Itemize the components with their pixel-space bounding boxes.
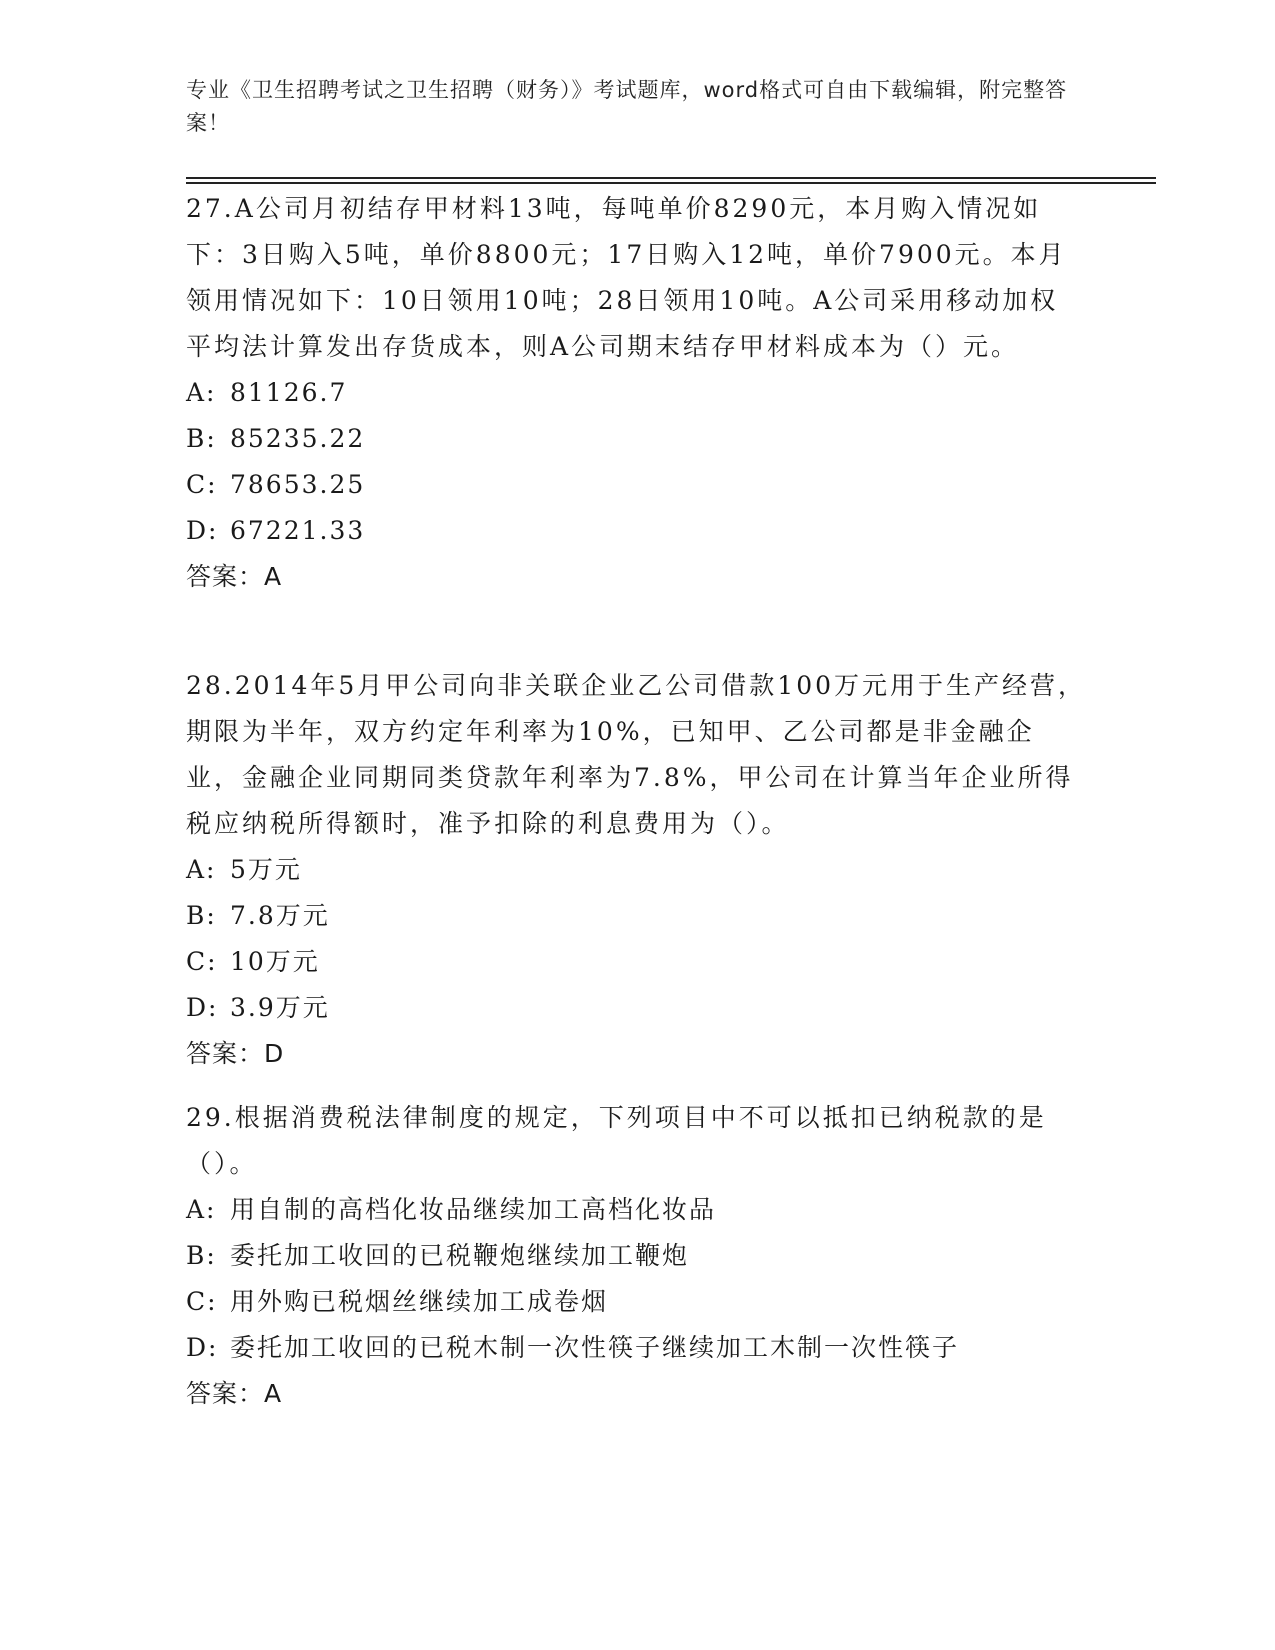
option-c <box>186 1279 1086 1325</box>
option-d <box>186 508 1086 554</box>
option-b <box>186 893 1086 939</box>
option-text: 67221.33 <box>230 516 366 545</box>
option-key: B: <box>186 1241 217 1270</box>
option-key: D: <box>186 1333 219 1362</box>
option-key: C: <box>186 1287 218 1316</box>
option-b <box>186 416 1086 462</box>
option-key: C: <box>186 470 218 499</box>
option-a <box>186 1187 1086 1233</box>
option-text: 10万元 <box>230 947 320 976</box>
question-stem: 28.2014年5月甲公司向非关联企业乙公司借款100万元用于生产经营，期限为半年，双方约定年利率为10%，已知甲、乙公司都是非金融企业，金融企业同期同类贷款年利率为7.8%，甲公司在计算当年企业所得税应纳税所得额时，准予扣除的利息费用为（）。 <box>186 671 1087 838</box>
option-key: C: <box>186 947 218 976</box>
option-key: D: <box>186 993 219 1022</box>
option-b <box>186 1233 1086 1279</box>
option-a <box>186 847 1086 893</box>
option-text: 用外购已税烟丝继续加工成卷烟 <box>230 1287 609 1316</box>
option-key: D: <box>186 516 219 545</box>
header-rule-top <box>186 177 1156 179</box>
option-d <box>186 1325 1086 1371</box>
question-stem: 27.A公司月初结存甲材料13吨，每吨单价8290元，本月购入情况如下：3日购入5吨，单价8800元；17日购入12吨，单价7900元。本月领用情况如下：10日领用10吨；28日领用10吨。A公司采用移动加权平均法计算发出存货成本，则A公司期末结存甲材料成本为（）元。 <box>186 194 1067 361</box>
answer: 答案：A <box>186 562 283 591</box>
option-key: A: <box>186 1195 217 1224</box>
option-key: A: <box>186 378 217 407</box>
question-stem: 29.根据消费税法律制度的规定，下列项目中不可以抵扣已纳税款的是（）。 <box>186 1103 1047 1178</box>
option-key: B: <box>186 424 217 453</box>
option-text: 78653.25 <box>230 470 366 499</box>
header-rule-bottom <box>186 182 1156 184</box>
option-text: 用自制的高档化妆品继续加工高档化妆品 <box>230 1195 717 1224</box>
option-c <box>186 939 1086 985</box>
option-a <box>186 370 1086 416</box>
option-d <box>186 985 1086 1031</box>
option-key: A: <box>186 855 217 884</box>
option-text: 委托加工收回的已税木制一次性筷子继续加工木制一次性筷子 <box>230 1333 960 1362</box>
option-text: 委托加工收回的已税鞭炮继续加工鞭炮 <box>230 1241 690 1270</box>
option-key: B: <box>186 901 217 930</box>
option-text: 85235.22 <box>230 424 366 453</box>
option-text: 3.9万元 <box>230 993 330 1022</box>
answer: 答案：D <box>186 1039 285 1068</box>
answer: 答案：A <box>186 1379 283 1408</box>
question-29 <box>186 1095 1086 1417</box>
option-text: 81126.7 <box>230 378 348 407</box>
option-c <box>186 462 1086 508</box>
option-text: 5万元 <box>230 855 302 884</box>
option-text: 7.8万元 <box>230 901 330 930</box>
question-27 <box>186 186 1086 600</box>
question-28 <box>186 663 1086 1077</box>
document-header: 专业《卫生招聘考试之卫生招聘（财务）》考试题库，word格式可自由下载编辑，附完整答案！ <box>186 78 1068 135</box>
